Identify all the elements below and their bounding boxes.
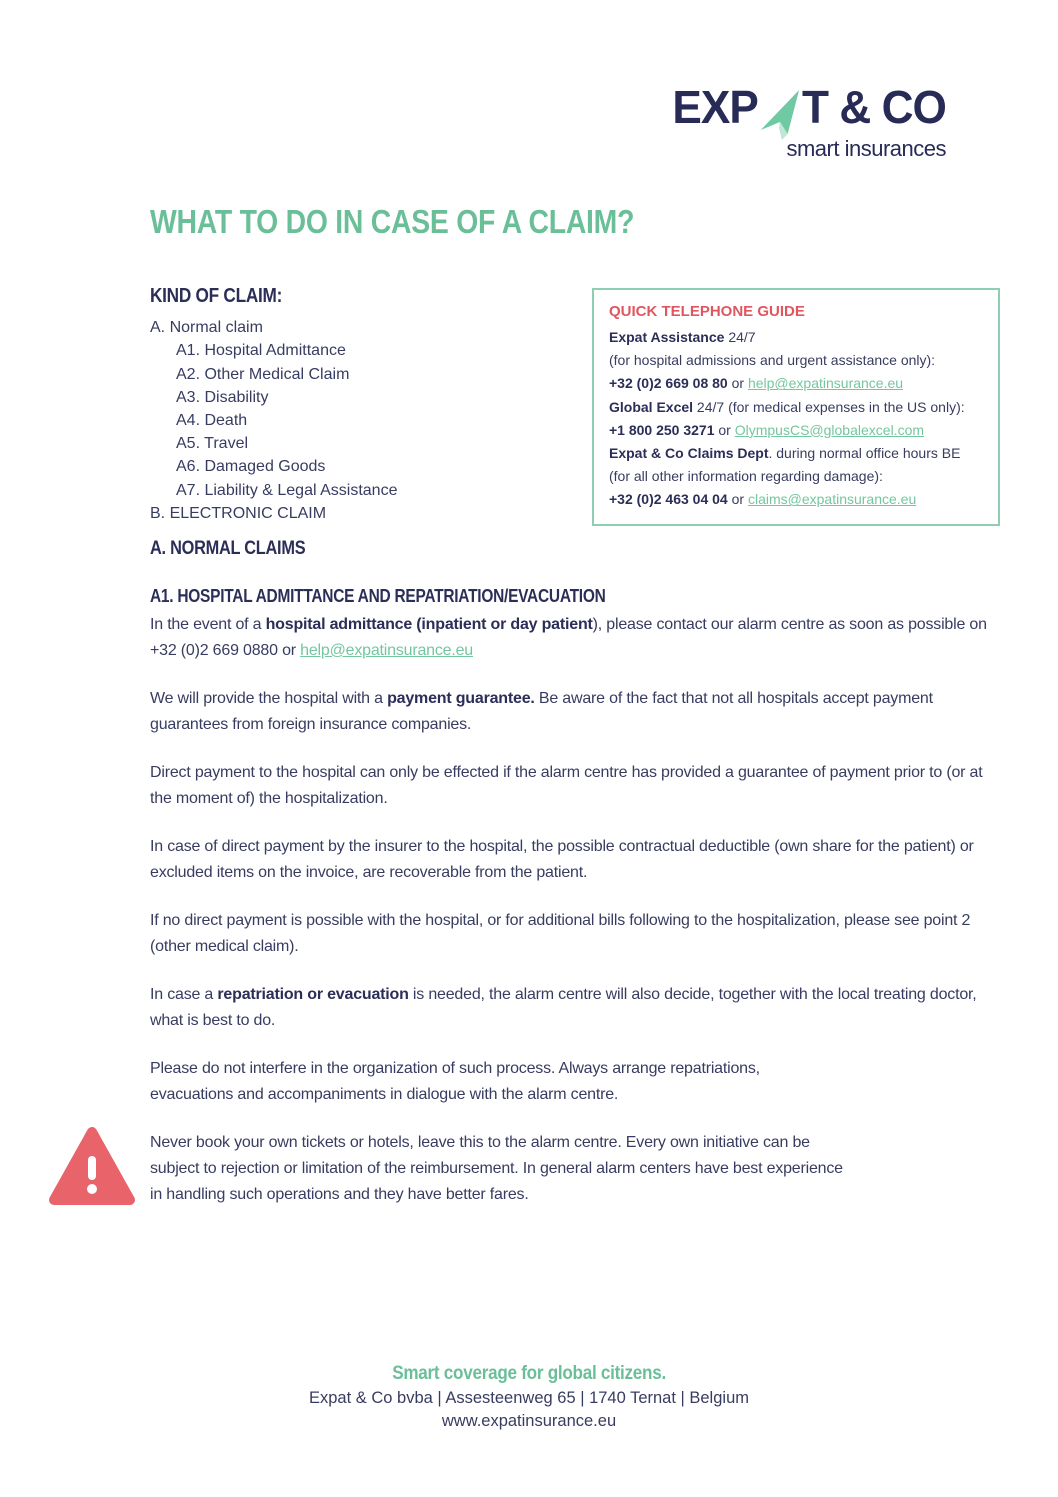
text-segment: In the event of a: [150, 616, 266, 633]
text-segment: (for hospital admissions and urgent assistance only):: [609, 352, 936, 369]
text-segment: In case a: [150, 986, 218, 1003]
quick-guide-line: [609, 349, 983, 372]
text-segment: or: [727, 375, 748, 392]
email-link[interactable]: claims@expatinsurance.eu: [747, 491, 917, 508]
quick-guide-line: [609, 372, 983, 395]
email-link[interactable]: help@expatinsurance.eu: [747, 375, 904, 392]
text-segment: Never book your own tickets or hotels, leave this to the alarm centre. Every own initiative can be subject to rejection or limitation of the reimbursement. In general alarm centers have best experience in handling such operations and they have better fares.: [150, 1134, 843, 1203]
quick-guide-line: [609, 396, 983, 419]
quick-guide-line: [609, 419, 983, 442]
footer-address: Expat & Co bvba | Assesteenweg 65 | 1740 Ternat | Belgium: [309, 1389, 749, 1407]
subsection-heading-a1: A1. HOSPITAL ADMITTANCE AND REPATRIATION/EVACUATION: [150, 586, 606, 606]
claim-subitem: A2. Other Medical Claim: [176, 365, 350, 383]
kind-of-claim-heading: KIND OF CLAIM:: [150, 285, 283, 307]
footer-tagline: Smart coverage for global citizens.: [392, 1363, 666, 1384]
brand-wordmark: [672, 80, 946, 134]
section-heading-normal-claims: A. NORMAL CLAIMS: [150, 538, 306, 559]
quick-guide-title: QUICK TELEPHONE GUIDE: [609, 303, 805, 320]
text-segment: is needed, the alarm centre will also decide, together with the local treating doctor, what is best to do.: [150, 986, 977, 1029]
paragraph: [150, 908, 1002, 960]
claim-subitem: A4. Death: [176, 412, 248, 430]
text-segment: Be aware of the fact that not all hospitals accept payment guarantees from foreign insurance companies.: [150, 690, 933, 733]
bold-text: Expat & Co Claims Dept: [609, 445, 769, 462]
kind-of-claim-section: [150, 285, 397, 525]
text-segment: We will provide the hospital with a: [150, 690, 388, 707]
bold-text: +32 (0)2 669 08 80: [609, 375, 728, 392]
paragraph: [150, 1056, 830, 1108]
bold-text: hospital admittance (inpatient or day patient: [265, 616, 593, 633]
bold-text: payment guarantee.: [387, 690, 535, 707]
quick-guide-line: [609, 326, 983, 349]
claim-subitem: A1. Hospital Admittance: [176, 342, 346, 360]
paragraph: [150, 760, 1002, 812]
paper-plane-icon: [759, 88, 801, 140]
paragraph: [150, 686, 1002, 738]
claim-subitem: A5. Travel: [176, 435, 249, 453]
bold-text: Global Excel: [609, 398, 694, 415]
text-segment: ), please contact our alarm centre as soon as possible on +32 (0)2 669 0880 or: [150, 616, 987, 659]
quick-telephone-guide-box: [592, 288, 1000, 526]
text-segment: 24/7 (for medical expenses in the US only):: [693, 398, 965, 415]
text-segment: or: [727, 491, 748, 508]
bold-text: Expat Assistance: [609, 329, 725, 345]
quick-guide-line: [609, 465, 983, 488]
page-title: WHAT TO DO IN CASE OF A CLAIM?: [150, 203, 635, 240]
footer-website[interactable]: www.expatinsurance.eu: [441, 1412, 617, 1430]
text-segment: In case of direct payment by the insurer to the hospital, the possible contractual deductible (own share for the patient) or excluded items on the invoice, are recoverable from the patient.: [150, 838, 974, 881]
text-segment: If no direct payment is possible with the hospital, or for additional bills following to the hospitalization, please see point 2 (other medical claim).: [150, 912, 971, 955]
company-logo: [661, 80, 946, 162]
main-content: [150, 538, 1002, 1208]
email-link[interactable]: OlympusCS@globalexcel.com: [734, 421, 925, 438]
warning-paragraph: [150, 1130, 856, 1208]
paragraph: [150, 982, 1002, 1034]
warning-section: [150, 1130, 1002, 1208]
text-segment: Please do not interfere in the organization of such process. Always arrange repatriations, evacuations and accompaniments in dialogue with the alarm centre.: [150, 1060, 760, 1103]
brand-tagline: smart insurances: [786, 136, 946, 161]
bold-text: repatriation or evacuation: [217, 986, 409, 1003]
page-footer: [0, 1363, 1058, 1431]
bold-text: +1 800 250 3271: [609, 421, 715, 438]
claim-subitem: A6. Damaged Goods: [176, 458, 326, 476]
claim-subitem: A3. Disability: [176, 388, 269, 406]
text-segment: Direct payment to the hospital can only be effected if the alarm centre has provided a guarantee of payment prior to (or at the moment of) the hospitalization.: [150, 764, 983, 807]
text-segment: or: [714, 421, 735, 438]
paragraph: [150, 834, 1002, 886]
paragraph: [150, 612, 1002, 664]
text-segment: (for all other information regarding damage):: [609, 468, 883, 485]
email-link[interactable]: help@expatinsurance.eu: [300, 642, 473, 659]
claim-item-a: A. Normal claim: [150, 319, 263, 337]
quick-guide-line: [609, 488, 983, 511]
text-segment: . during normal office hours BE: [768, 445, 961, 462]
text-segment: 24/7: [724, 329, 756, 345]
brand-text-post: T & CO: [802, 81, 946, 133]
warning-triangle-icon: [48, 1126, 136, 1206]
claim-item-b: B. ELECTRONIC CLAIM: [150, 504, 327, 522]
bold-text: +32 (0)2 463 04 04: [609, 491, 728, 508]
quick-guide-line: [609, 442, 983, 465]
brand-text-pre: EXP: [672, 81, 758, 133]
claim-subitem: A7. Liability & Legal Assistance: [176, 481, 398, 499]
